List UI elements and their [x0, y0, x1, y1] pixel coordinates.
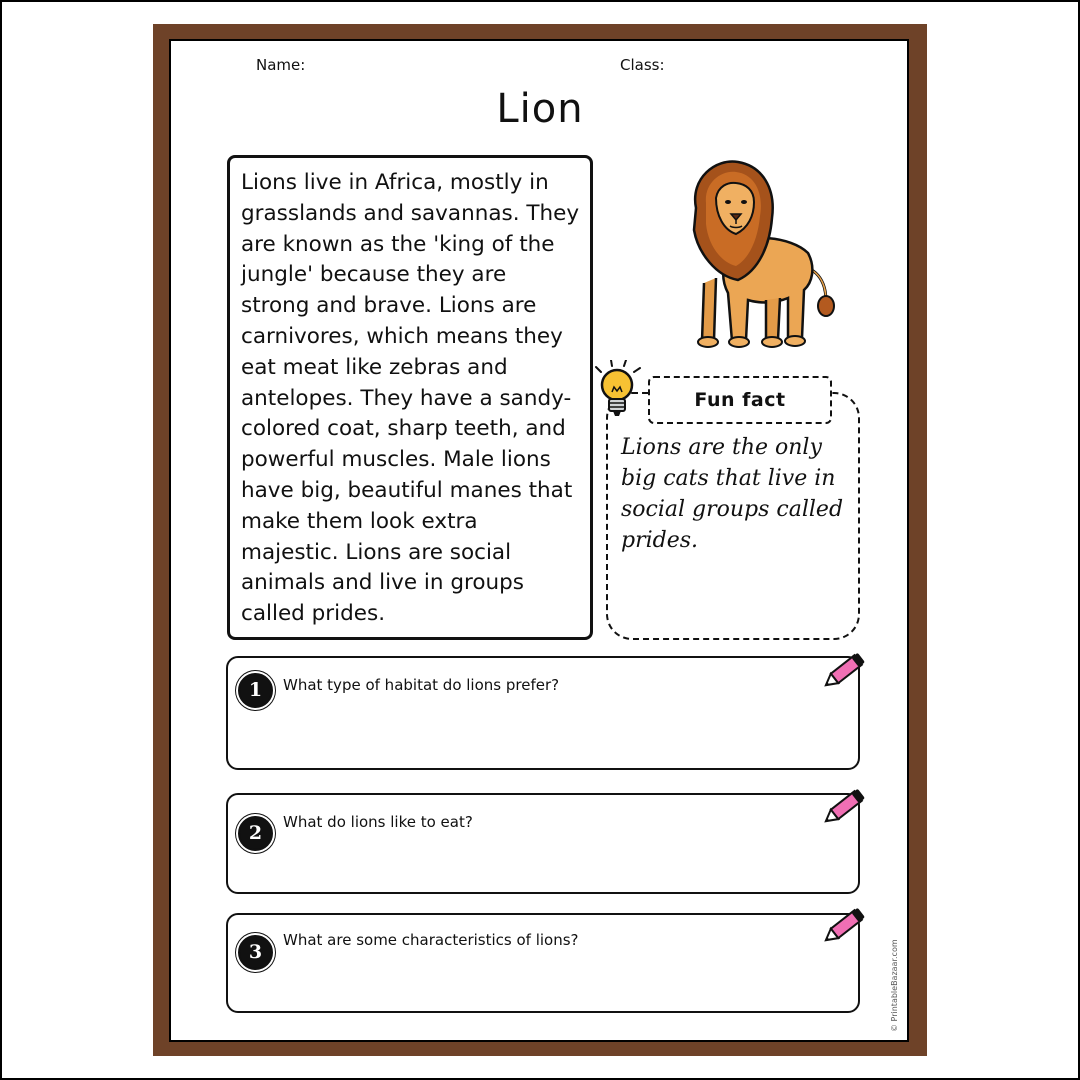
answer-box-2[interactable] [226, 793, 860, 894]
question-text-3: What are some characteristics of lions? [283, 931, 579, 949]
class-label: Class: [620, 56, 665, 74]
pencil-icon [818, 784, 870, 830]
pencil-icon [818, 648, 870, 694]
pencil-icon [818, 903, 870, 949]
question-number-1: 1 [238, 673, 273, 708]
question-number-2: 2 [238, 816, 273, 851]
answer-box-1[interactable] [226, 656, 860, 770]
question-text-2: What do lions like to eat? [283, 813, 473, 831]
lightbulb-icon [593, 360, 643, 422]
worksheet-title: Lion [496, 86, 584, 132]
name-label: Name: [256, 56, 306, 74]
reading-passage-text: Lions live in Africa, mostly in grasslands and savannas. They are known as the 'king of the jungle' because they are strong and brave. Lions are carnivores, which means they eat meat like zebras and antelopes. They have a sandy-colored coat, sharp teeth, and powerful muscles. Male lions have big, beautiful manes that make them look extra majestic. Lions are social animals and live in groups called prides. [241, 170, 580, 627]
answer-box-3[interactable] [226, 913, 860, 1013]
copyright-watermark: © PrintableBazaar.com [890, 939, 899, 1032]
question-text-1: What type of habitat do lions prefer? [283, 676, 560, 694]
fun-fact-text: Lions are the only big cats that live in social groups called prides. [621, 435, 844, 553]
lion-icon [676, 158, 846, 353]
reading-passage-box [227, 155, 593, 640]
fun-fact-label: Fun fact [648, 376, 832, 424]
question-number-3: 3 [238, 935, 273, 970]
